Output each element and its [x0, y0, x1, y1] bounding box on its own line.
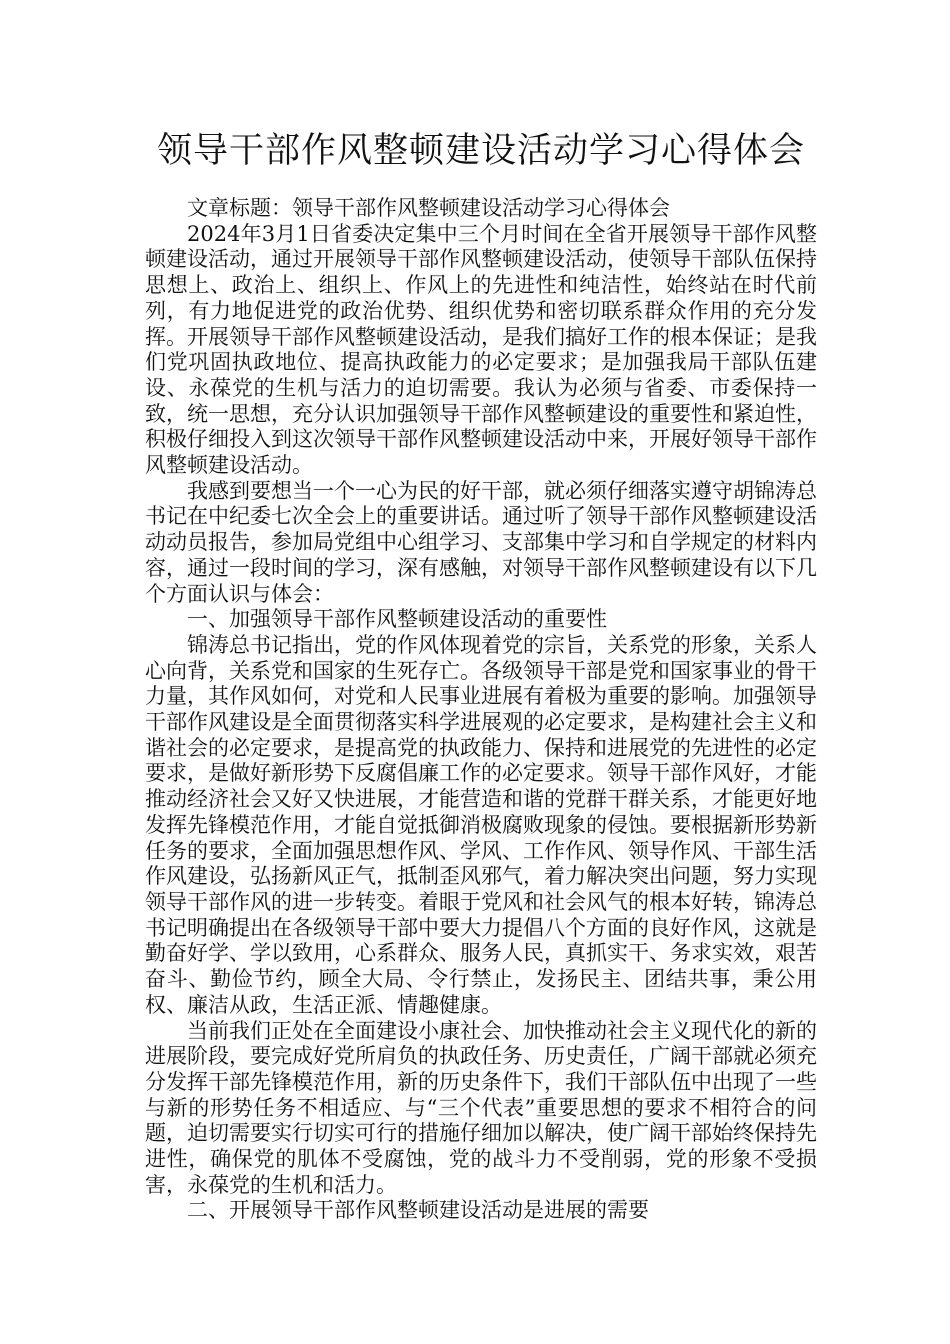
article-title-line: 文章标题：领导干部作风整顿建设活动学习心得体会 [187, 196, 670, 220]
document-page [145, 128, 817, 1224]
section-heading-1: 一、加强领导干部作风整顿建设活动的重要性 [187, 607, 607, 632]
document-body [145, 196, 817, 1224]
paragraph-feelings: 我感到要想当一个一心为民的好干部，就必须仔细落实遵守胡锦涛总书记在中纪委七次全会上的重要讲话。通过听了领导干部作风整顿建设活动动员报告，参加局党组中心组学习、支部集中学习和自学规定的材料内容，通过一段时间的学习，深有感触，对领导干部作风整顿建设有以下几个方面认识与体会： [145, 478, 817, 606]
paragraph-current-stage: 当前我们正处在全面建设小康社会、加快推动社会主义现代化的新的进展阶段，要完成好党所肩负的执政任务、历史责任，广阔干部就必须充分发挥干部先锋模范作用，新的历史条件下，我们干部队伍中出现了一些与新的形势任务不相适应、与“三个代表”重要思想的要求不相符合的问题，迫切需要实行切实可行的措施仔细加以解决，使广阔干部始终保持先进性，确保党的肌体不受腐蚀，党的战斗力不受削弱，党的形象不受损害，永葆党的生机和活力。 [145, 1018, 817, 1197]
paragraph-intro: 2024年3月1日省委决定集中三个月时间在全省开展领导干部作风整顿建设活动，通过开展领导干部作风整顿建设活动，使领导干部队伍保持思想上、政治上、组织上、作风上的先进性和纯洁性，始终站在时代前列，有力地促进党的政治优势、组织优势和密切联系群众作用的充分发挥。开展领导干部作风整顿建设活动，是我们搞好工作的根本保证；是我们党巩固执政地位、提高执政能力的必定要求；是加强我局干部队伍建设、永葆党的生机与活力的迫切需要。我认为必须与省委、市委保持一致，统一思想，充分认识加强领导干部作风整顿建设的重要性和紧迫性，积极仔细投入到这次领导干部作风整顿建设活动中来，开展好领导干部作风整顿建设活动。 [145, 221, 817, 478]
section-heading-2: 二、开展领导干部作风整顿建设活动是进展的需要 [187, 1198, 649, 1223]
paragraph-importance: 锦涛总书记指出，党的作风体现着党的宗旨，关系党的形象，关系人心向背，关系党和国家的生死存亡。各级领导干部是党和国家事业的骨干力量，其作风如何，对党和人民事业进展有着极为重要的影响。加强领导干部作风建设是全面贯彻落实科学进展观的必定要求，是构建社会主义和谐社会的必定要求，是提高党的执政能力、保持和进展党的先进性的必定要求，是做好新形势下反腐倡廉工作的必定要求。领导干部作风好，才能推动经济社会又好又快进展，才能营造和谐的党群干群关系，才能更好地发挥先锋模范作用，才能自觉抵御消极腐败现象的侵蚀。要根据新形势新任务的要求，全面加强思想作风、学风、工作作风、领导作风、干部生活作风建设，弘扬新风正气，抵制歪风邪气，着力解决突出问题，努力实现领导干部作风的进一步转变。着眼于党风和社会风气的根本好转，锦涛总书记明确提出在各级领导干部中要大力提倡八个方面的良好作风，这就是勤奋好学、学以致用，心系群众、服务人民，真抓实干、务求实效，艰苦奋斗、勤俭节约，顾全大局、令行禁止，发扬民主、团结共事，秉公用权、廉洁从政，生活正派、情趣健康。 [145, 632, 817, 1017]
document-title: 领导干部作风整顿建设活动学习心得体会 [156, 131, 805, 171]
